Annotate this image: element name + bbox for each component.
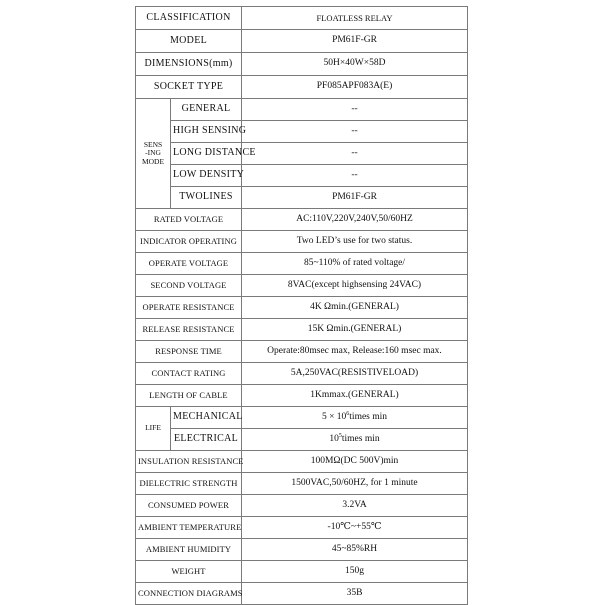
ambient-humidity-value: 45~85%RH	[242, 539, 468, 561]
rated-voltage-value: AC:110V,220V,240V,50/60HZ	[242, 209, 468, 231]
high-sensing-value: --	[242, 121, 468, 143]
model-label: MODEL	[136, 30, 242, 53]
contact-rating-label: CONTACT RATING	[136, 363, 242, 385]
second-voltage-value: 8VAC(except highsensing 24VAC)	[242, 275, 468, 297]
dielectric-strength-value: 1500VAC,50/60HZ, for 1 minute	[242, 473, 468, 495]
long-distance-value: --	[242, 143, 468, 165]
length-of-cable-label: LENGTH OF CABLE	[136, 385, 242, 407]
table-row	[136, 539, 468, 561]
table-row	[136, 495, 468, 517]
socket-type-value: PF085APF083A(E)	[242, 76, 468, 99]
table-row	[136, 231, 468, 253]
response-time-label: RESPONSE TIME	[136, 341, 242, 363]
long-distance-label: LONG DISTANCE	[171, 143, 242, 165]
dimensions-value: 50H×40W×58D	[242, 53, 468, 76]
sensing-mode-label-line3: MODE	[141, 156, 165, 166]
sensing-mode-label-line1: SENS	[143, 139, 163, 149]
table-row	[136, 407, 468, 429]
table-row	[136, 165, 468, 187]
second-voltage-label: SECOND VOLTAGE	[136, 275, 242, 297]
table-row	[136, 561, 468, 583]
connection-diagrams-label: CONNECTION DIAGRAMS	[136, 583, 242, 605]
table-row	[136, 7, 468, 30]
table-row	[136, 319, 468, 341]
insulation-resistance-label: INSULATION RESISTANCE	[136, 451, 242, 473]
table-row	[136, 429, 468, 451]
ambient-temperature-label: AMBIENT TEMPERATURE	[136, 517, 242, 539]
indicator-operating-label: INDICATOR OPERATING	[136, 231, 242, 253]
mechanical-value-exponent: 6	[346, 411, 350, 418]
mechanical-value	[242, 407, 468, 429]
consumed-power-value: 3.2VA	[242, 495, 468, 517]
general-value: --	[242, 99, 468, 121]
dielectric-strength-label: DIELECTRIC STRENGTH	[136, 473, 242, 495]
indicator-operating-value: Two LED’s use for two status.	[242, 231, 468, 253]
mechanical-label: MECHANICAL	[171, 407, 242, 429]
twolines-value: PM61F-GR	[242, 187, 468, 209]
contact-rating-value: 5A,250VAC(RESISTIVELOAD)	[242, 363, 468, 385]
low-density-value: --	[242, 165, 468, 187]
life-group-label: LIFE	[136, 407, 171, 451]
classification-label: CLASSIFICATION	[136, 7, 242, 30]
specification-table	[135, 6, 468, 605]
table-row	[136, 275, 468, 297]
table-row	[136, 253, 468, 275]
table-row	[136, 517, 468, 539]
release-resistance-value: 15K Ωmin.(GENERAL)	[242, 319, 468, 341]
high-sensing-label: HIGH SENSING	[171, 121, 242, 143]
table-row	[136, 187, 468, 209]
twolines-label: TWOLINES	[171, 187, 242, 209]
table-row	[136, 99, 468, 121]
rated-voltage-label: RATED VOLTAGE	[136, 209, 242, 231]
operate-resistance-label: OPERATE RESISTANCE	[136, 297, 242, 319]
classification-value: FLOATLESS RELAY	[242, 7, 468, 30]
table-row	[136, 209, 468, 231]
consumed-power-label: CONSUMED POWER	[136, 495, 242, 517]
insulation-resistance-value: 100MΩ(DC 500V)min	[242, 451, 468, 473]
table-row	[136, 297, 468, 319]
connection-diagrams-value: 35B	[242, 583, 468, 605]
table-row	[136, 341, 468, 363]
low-density-label: LOW DENSITY	[171, 165, 242, 187]
general-label: GENERAL	[171, 99, 242, 121]
operate-voltage-label: OPERATE VOLTAGE	[136, 253, 242, 275]
table-row	[136, 473, 468, 495]
electrical-value	[242, 429, 468, 451]
operate-voltage-value: 85~110% of rated voltage/	[242, 253, 468, 275]
model-value: PM61F-GR	[242, 30, 468, 53]
table-row	[136, 30, 468, 53]
electrical-value-exponent: 5	[338, 433, 342, 440]
table-row	[136, 363, 468, 385]
operate-resistance-value: 4K Ωmin.(GENERAL)	[242, 297, 468, 319]
dimensions-label: DIMENSIONS(mm)	[136, 53, 242, 76]
sensing-mode-label-line2: -ING	[145, 148, 161, 158]
table-row	[136, 121, 468, 143]
socket-type-label: SOCKET TYPE	[136, 76, 242, 99]
table-row	[136, 143, 468, 165]
weight-label: WEIGHT	[136, 561, 242, 583]
table-row	[136, 53, 468, 76]
table-row	[136, 76, 468, 99]
ambient-humidity-label: AMBIENT HUMIDITY	[136, 539, 242, 561]
electrical-value-tail: times min	[341, 434, 380, 445]
weight-value: 150g	[242, 561, 468, 583]
electrical-label: ELECTRICAL	[171, 429, 242, 451]
mechanical-value-tail: times min	[349, 412, 388, 423]
table-row	[136, 451, 468, 473]
table-row	[136, 583, 468, 605]
length-of-cable-value: 1Kmmax.(GENERAL)	[242, 385, 468, 407]
electrical-value-base: 10	[329, 434, 339, 445]
ambient-temperature-value: -10℃~+55℃	[242, 517, 468, 539]
mechanical-value-base: 5 × 10	[321, 412, 347, 423]
release-resistance-label: RELEASE RESISTANCE	[136, 319, 242, 341]
response-time-value: Operate:80msec max, Release:160 msec max.	[242, 341, 468, 363]
table-row	[136, 385, 468, 407]
sensing-mode-group-label	[136, 99, 171, 209]
